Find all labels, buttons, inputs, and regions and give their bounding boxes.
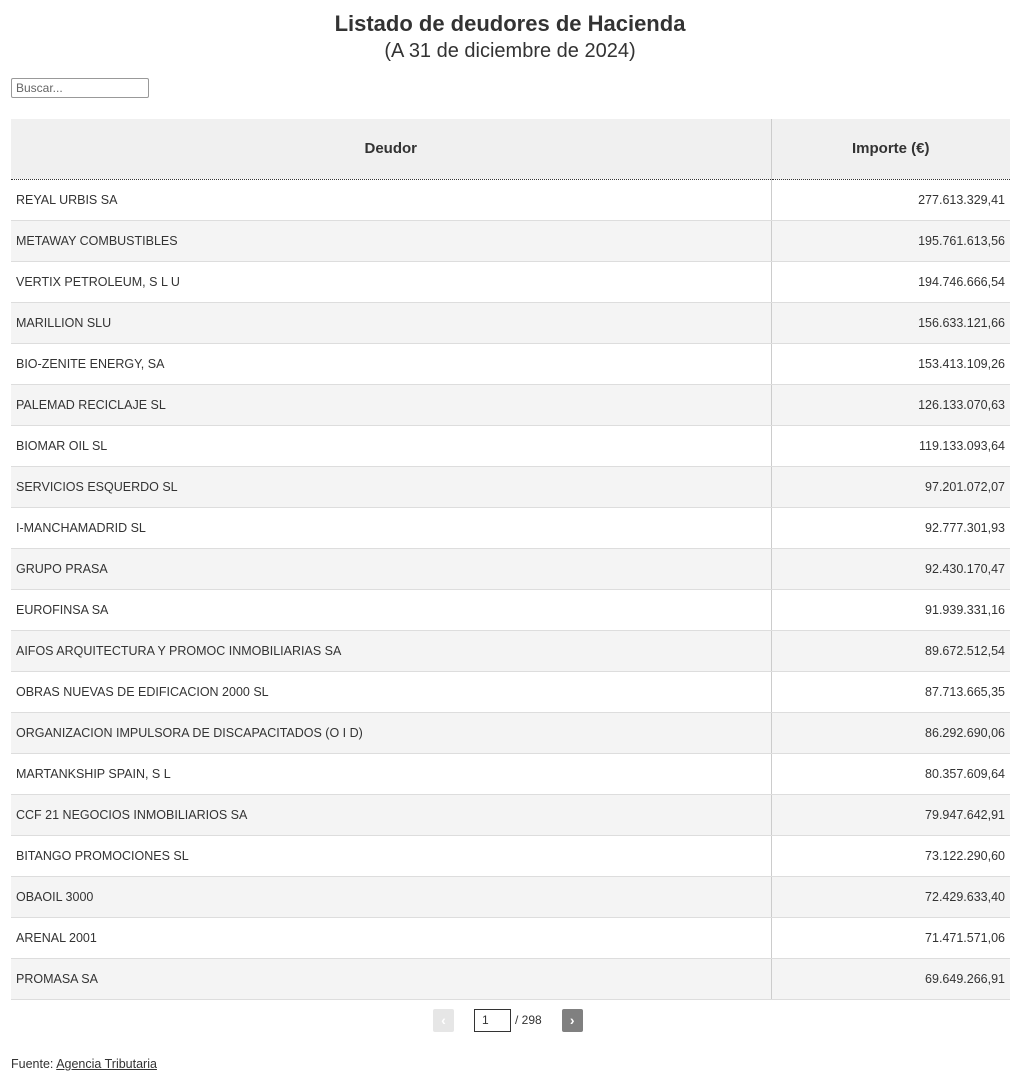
debtor-name-cell: BIO-ZENITE ENERGY, SA: [11, 343, 771, 384]
table-row: [11, 958, 1010, 999]
table-row: [11, 466, 1010, 507]
debt-amount-cell: 87.713.665,35: [771, 671, 1010, 712]
debtor-name-cell: I-MANCHAMADRID SL: [11, 507, 771, 548]
debtor-name-cell: SERVICIOS ESQUERDO SL: [11, 466, 771, 507]
table-row: [11, 179, 1010, 220]
debt-amount-cell: 91.939.331,16: [771, 589, 1010, 630]
debt-amount-cell: 80.357.609,64: [771, 753, 1010, 794]
debtor-name-cell: PALEMAD RECICLAJE SL: [11, 384, 771, 425]
source-label: Fuente:: [11, 1057, 54, 1071]
debt-amount-cell: 79.947.642,91: [771, 794, 1010, 835]
table-row: [11, 917, 1010, 958]
debt-amount-cell: 119.133.093,64: [771, 425, 1010, 466]
debt-amount-cell: 153.413.109,26: [771, 343, 1010, 384]
debtor-name-cell: BITANGO PROMOCIONES SL: [11, 835, 771, 876]
debt-amount-cell: 71.471.571,06: [771, 917, 1010, 958]
debtor-name-cell: EUROFINSA SA: [11, 589, 771, 630]
debtor-name-cell: ARENAL 2001: [11, 917, 771, 958]
table-row: [11, 753, 1010, 794]
table-row: [11, 220, 1010, 261]
debt-amount-cell: 72.429.633,40: [771, 876, 1010, 917]
debt-amount-cell: 97.201.072,07: [771, 466, 1010, 507]
debtor-name-cell: VERTIX PETROLEUM, S L U: [11, 261, 771, 302]
debt-amount-cell: 156.633.121,66: [771, 302, 1010, 343]
pagination: [433, 1008, 583, 1032]
debtor-name-cell: BIOMAR OIL SL: [11, 425, 771, 466]
table-row: [11, 302, 1010, 343]
table-row: [11, 835, 1010, 876]
table-row: [11, 712, 1010, 753]
debt-amount-cell: 73.122.290,60: [771, 835, 1010, 876]
table-body: [11, 179, 1010, 999]
debt-amount-cell: 194.746.666,54: [771, 261, 1010, 302]
debt-amount-cell: 195.761.613,56: [771, 220, 1010, 261]
debtor-name-cell: AIFOS ARQUITECTURA Y PROMOC INMOBILIARIAS SA: [11, 630, 771, 671]
debtor-name-cell: PROMASA SA: [11, 958, 771, 999]
source-link[interactable]: Agencia Tributaria: [56, 1057, 157, 1071]
page-title: Listado de deudores de Hacienda: [334, 11, 686, 36]
table-row: [11, 384, 1010, 425]
debt-amount-cell: 277.613.329,41: [771, 179, 1010, 220]
table-row: [11, 876, 1010, 917]
debtor-name-cell: OBRAS NUEVAS DE EDIFICACION 2000 SL: [11, 671, 771, 712]
table-row: [11, 548, 1010, 589]
table-row: [11, 343, 1010, 384]
table-row: [11, 671, 1010, 712]
page-number-input[interactable]: [474, 1009, 511, 1032]
debt-amount-cell: 86.292.690,06: [771, 712, 1010, 753]
debtor-name-cell: METAWAY COMBUSTIBLES: [11, 220, 771, 261]
table-row: [11, 261, 1010, 302]
table-header-row: [11, 119, 1010, 179]
debt-amount-cell: 89.672.512,54: [771, 630, 1010, 671]
debtor-name-cell: REYAL URBIS SA: [11, 179, 771, 220]
debtor-name-cell: MARTANKSHIP SPAIN, S L: [11, 753, 771, 794]
table-row: [11, 507, 1010, 548]
debt-amount-cell: 126.133.070,63: [771, 384, 1010, 425]
debtor-name-cell: OBAOIL 3000: [11, 876, 771, 917]
debtor-name-cell: CCF 21 NEGOCIOS INMOBILIARIOS SA: [11, 794, 771, 835]
debt-amount-cell: 69.649.266,91: [771, 958, 1010, 999]
total-pages-label: / 298: [515, 1013, 542, 1027]
page-subtitle: (A 31 de diciembre de 2024): [384, 40, 636, 62]
table-row: [11, 630, 1010, 671]
prev-page-button[interactable]: ‹: [433, 1009, 454, 1032]
debtors-table: [11, 119, 1010, 1000]
debtor-name-cell: MARILLION SLU: [11, 302, 771, 343]
table-row: [11, 589, 1010, 630]
debtor-name-cell: ORGANIZACION IMPULSORA DE DISCAPACITADOS (O I D): [11, 712, 771, 753]
column-header-deudor[interactable]: Deudor: [11, 119, 771, 179]
debtor-name-cell: GRUPO PRASA: [11, 548, 771, 589]
debt-amount-cell: 92.777.301,93: [771, 507, 1010, 548]
search-input[interactable]: [11, 78, 149, 98]
source-footer: [11, 1057, 157, 1071]
column-header-importe[interactable]: Importe (€): [771, 119, 1010, 179]
table-row: [11, 425, 1010, 466]
table-row: [11, 794, 1010, 835]
debt-amount-cell: 92.430.170,47: [771, 548, 1010, 589]
next-page-button[interactable]: ›: [562, 1009, 583, 1032]
